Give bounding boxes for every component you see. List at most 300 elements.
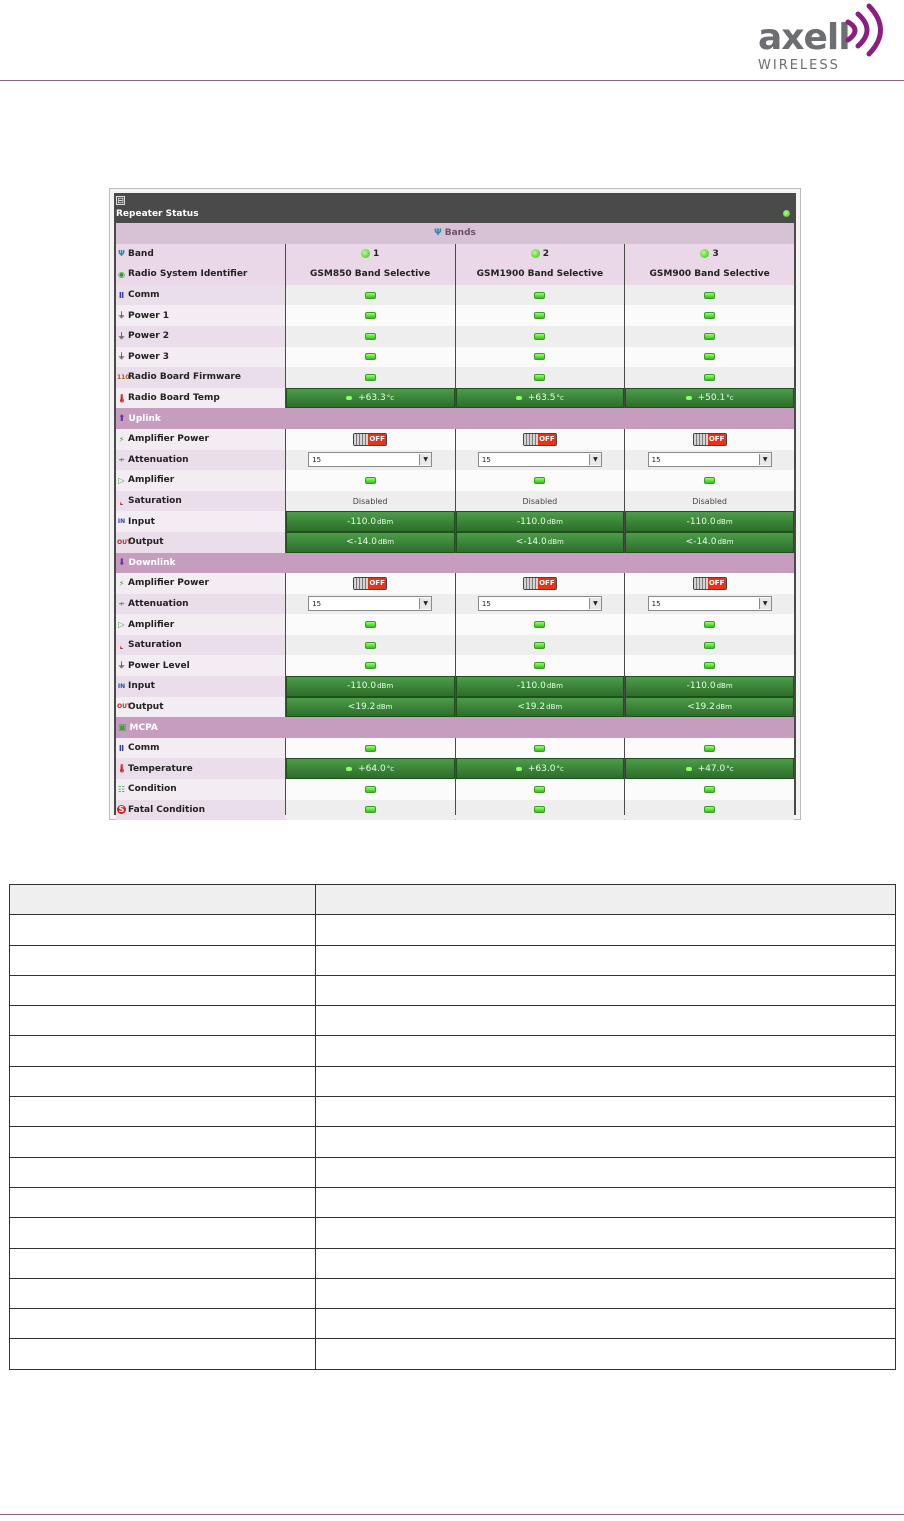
- label-text: Input: [128, 516, 155, 527]
- label-text: Saturation: [128, 640, 182, 651]
- row-label: [116, 305, 285, 326]
- ul-input-row: [116, 511, 794, 532]
- amp-power-toggle[interactable]: [353, 433, 387, 446]
- meter-value: +63.3: [358, 393, 386, 404]
- uplink-section[interactable]: [116, 408, 794, 429]
- status-led-icon: [365, 292, 376, 299]
- label-text: Radio Board Firmware: [128, 372, 241, 383]
- attenuation-icon: ≁: [118, 599, 125, 609]
- table-cell: [316, 1127, 896, 1157]
- table-cell: [316, 1248, 896, 1278]
- meter-led-icon: [346, 396, 352, 400]
- table-cell: [10, 1218, 316, 1248]
- mcpa-condition-row: [116, 779, 794, 800]
- status-cell: [625, 779, 794, 800]
- section-label: [116, 717, 158, 738]
- status-cell: [456, 614, 625, 635]
- attenuation-select[interactable]: [308, 596, 432, 611]
- input-meter: [286, 676, 455, 697]
- power-plug-icon: ⏚: [117, 311, 126, 321]
- ul-amplifier-row: [116, 470, 794, 491]
- status-cell: [625, 285, 794, 306]
- status-led-icon: [704, 745, 715, 752]
- table-row: [10, 945, 896, 975]
- meter-unit: dBm: [377, 517, 394, 526]
- status-led-icon: [534, 333, 545, 340]
- attenuation-select[interactable]: [648, 596, 772, 611]
- table-cell: [316, 975, 896, 1005]
- meter-unit: dBm: [377, 682, 394, 691]
- mcpa-fatal-row: [116, 800, 794, 821]
- meter-value: -110.0: [347, 681, 377, 692]
- band-led-icon: [361, 249, 370, 258]
- meter-value: +50.1: [697, 393, 726, 404]
- status-led-icon: [534, 786, 545, 793]
- row-label: [116, 676, 285, 697]
- status-cell: [456, 779, 625, 800]
- meter-value: -110.0: [516, 516, 546, 527]
- input-icon: IN: [117, 518, 126, 526]
- label-text: Output: [128, 701, 164, 712]
- select-cell: [625, 450, 794, 471]
- status-led-icon: [365, 621, 376, 628]
- meter-unit: dBm: [716, 517, 733, 526]
- status-cell: [625, 635, 794, 656]
- status-led-icon: [704, 662, 715, 669]
- select-cell: [456, 450, 625, 471]
- dl-attenuation-row: [116, 594, 794, 615]
- attenuation-select[interactable]: [648, 452, 772, 467]
- amp-power-toggle[interactable]: [693, 577, 727, 590]
- amp-power-toggle[interactable]: [523, 577, 557, 590]
- rsi-cell: GSM850 Band Selective: [286, 264, 455, 285]
- select-cell: [286, 450, 455, 471]
- status-cell: [625, 738, 794, 759]
- status-cell: [456, 470, 625, 491]
- amp-power-toggle[interactable]: [523, 433, 557, 446]
- band-cell: [456, 244, 625, 265]
- saturation-cell: Disabled: [286, 491, 455, 512]
- repeater-status-panel: [114, 193, 796, 815]
- comm-row: [116, 285, 794, 306]
- status-led-icon: [534, 642, 545, 649]
- meter-value: -110.0: [686, 681, 716, 692]
- row-label: [116, 635, 285, 656]
- meter-unit: dBm: [717, 538, 734, 547]
- section-title: Downlink: [128, 557, 176, 568]
- meter-led-icon: [346, 767, 352, 771]
- row-label: [116, 470, 285, 491]
- status-cell: [625, 367, 794, 388]
- amplifier-icon: ▷: [118, 475, 125, 485]
- band-cell: [625, 244, 794, 265]
- status-cell: [625, 305, 794, 326]
- mcpa-icon: ▣: [118, 722, 127, 733]
- meter-unit: dBm: [715, 702, 732, 711]
- label-text: Power Level: [128, 660, 190, 671]
- meter-unit: °c: [556, 764, 564, 773]
- status-cell: [286, 635, 455, 656]
- status-led-icon: [704, 477, 715, 484]
- table-cell: [316, 1066, 896, 1096]
- repeater-status-screenshot: [109, 188, 801, 820]
- output-icon: OUT: [117, 703, 132, 711]
- table-row: [10, 1097, 896, 1127]
- status-led-icon: [534, 353, 545, 360]
- toggle-grip: [354, 578, 368, 589]
- output-meter: [456, 697, 625, 718]
- row-label: [116, 285, 285, 306]
- collapse-icon[interactable]: ⊟: [117, 196, 124, 205]
- logo-chevrons-icon: [842, 2, 898, 58]
- attenuation-icon: ≁: [118, 455, 125, 465]
- meter-led-icon: [516, 767, 522, 771]
- band-row: [116, 244, 794, 265]
- meter-unit: °c: [386, 764, 395, 773]
- meter-unit: dBm: [546, 682, 563, 691]
- amplifier-power-icon: ⚡: [118, 434, 125, 444]
- row-label: [116, 655, 285, 676]
- status-led-icon: [534, 621, 545, 628]
- saturation-icon: ⌞: [119, 640, 124, 650]
- meter-unit: dBm: [547, 538, 564, 547]
- toggle-cell: [625, 429, 794, 450]
- table-cell: [10, 1339, 316, 1369]
- meter-value: +47.0: [697, 763, 726, 774]
- table-cell: [10, 1097, 316, 1127]
- radio-board-temp-row: [116, 388, 794, 409]
- temp-meter: [456, 758, 625, 779]
- status-cell: [456, 800, 625, 821]
- section-title: Uplink: [128, 413, 161, 424]
- uplink-arrow-icon: ⬆: [118, 413, 126, 424]
- toggle-grip: [694, 578, 708, 589]
- status-cell: [286, 779, 455, 800]
- table-row: [10, 1157, 896, 1187]
- status-cell: [625, 655, 794, 676]
- temp-meter: [286, 758, 455, 779]
- row-label: [116, 697, 285, 718]
- bands-label: Bands: [444, 228, 476, 239]
- ul-output-row: [116, 532, 794, 553]
- meter-unit: dBm: [546, 517, 563, 526]
- amp-power-toggle[interactable]: [353, 577, 387, 590]
- amp-power-toggle[interactable]: [693, 433, 727, 446]
- status-led-icon: [365, 333, 376, 340]
- table-row: [10, 1248, 896, 1278]
- table-cell: [316, 1339, 896, 1369]
- firmware-icon: 110: [117, 373, 130, 381]
- status-led-icon: [365, 477, 376, 484]
- downlink-section[interactable]: [116, 553, 794, 574]
- status-led-icon: [704, 374, 715, 381]
- meter-unit: °c: [726, 394, 734, 403]
- row-label: [116, 779, 285, 800]
- toggle-cell: [286, 573, 455, 594]
- status-cell: [286, 347, 455, 368]
- temp-meter: [625, 388, 794, 409]
- toggle-cell: [286, 429, 455, 450]
- status-cell: [286, 367, 455, 388]
- toggle-state: OFF: [708, 578, 725, 587]
- status-led-icon: [704, 642, 715, 649]
- ul-amp-power-row: [116, 429, 794, 450]
- panel-header: [114, 193, 796, 223]
- dropdown-arrow-icon[interactable]: ▼: [419, 454, 431, 465]
- row-label: [116, 367, 285, 388]
- band-cell: [286, 244, 455, 265]
- meter-value: <19.2: [687, 701, 715, 712]
- power-plug-icon: ⏚: [117, 661, 126, 671]
- label-text: Amplifier: [128, 619, 175, 630]
- input-meter: [456, 511, 625, 532]
- label-text: Power 1: [128, 310, 170, 321]
- table-row: [10, 1187, 896, 1217]
- downlink-arrow-icon: ⬇: [118, 557, 126, 568]
- status-cell: [286, 470, 455, 491]
- row-label: [116, 511, 285, 532]
- power3-row: [116, 347, 794, 368]
- antenna-icon: Ψ: [118, 249, 125, 259]
- footer-divider: [0, 1514, 904, 1515]
- firmware-row: [116, 367, 794, 388]
- antenna-icon: Ψ: [434, 228, 442, 239]
- meter-value: <-14.0: [515, 537, 547, 548]
- label-text: Comm: [128, 290, 160, 301]
- meter-value: <19.2: [347, 701, 376, 712]
- output-meter: [286, 697, 455, 718]
- amplifier-power-icon: ⚡: [118, 578, 125, 588]
- select-value: 15: [312, 455, 322, 464]
- dropdown-arrow-icon[interactable]: ▼: [419, 598, 431, 609]
- status-cell: [286, 655, 455, 676]
- band-led-icon: [531, 249, 540, 258]
- status-led-icon: [365, 786, 376, 793]
- table-cell: [10, 915, 316, 945]
- comm-icon: Ⅱ: [118, 743, 125, 753]
- row-label: [116, 491, 285, 512]
- rsi-cell: GSM1900 Band Selective: [456, 264, 625, 285]
- row-label: [116, 450, 285, 471]
- meter-unit: dBm: [378, 538, 395, 547]
- status-led-icon: [534, 745, 545, 752]
- status-cell: [456, 347, 625, 368]
- label-text: Comm: [128, 743, 160, 754]
- meter-unit: dBm: [546, 702, 563, 711]
- label-text: Fatal Condition: [128, 804, 205, 815]
- input-meter: [456, 676, 625, 697]
- status-cell: [286, 285, 455, 306]
- label-text: Radio Board Temp: [128, 393, 220, 404]
- toggle-state: OFF: [539, 578, 555, 587]
- select-cell: [456, 594, 625, 615]
- output-meter: [456, 532, 625, 553]
- table-header-row: [10, 885, 896, 915]
- select-cell: [625, 594, 794, 615]
- table-row: [10, 1218, 896, 1248]
- dropdown-arrow-icon[interactable]: ▼: [759, 598, 771, 609]
- attenuation-select[interactable]: [308, 452, 432, 467]
- status-led-icon: [704, 333, 715, 340]
- label-text: Attenuation: [128, 598, 189, 609]
- meter-value: +63.0: [527, 763, 556, 774]
- description-table: [9, 884, 896, 1370]
- table-cell: [10, 1066, 316, 1096]
- status-led-icon: [365, 806, 376, 813]
- rsi-cell: GSM900 Band Selective: [625, 264, 794, 285]
- row-label: [116, 532, 285, 553]
- table-cell: [316, 1218, 896, 1248]
- meter-value: <-14.0: [346, 537, 377, 548]
- status-cell: [625, 326, 794, 347]
- table-row: [10, 1339, 896, 1369]
- table-cell: [316, 1309, 896, 1339]
- toggle-grip: [694, 434, 708, 445]
- label-text: Condition: [128, 784, 177, 795]
- label-text: Radio System Identifier: [128, 269, 248, 280]
- panel-title: Repeater Status: [116, 209, 199, 219]
- row-label: [116, 347, 285, 368]
- saturation-cell: Disabled: [456, 491, 625, 512]
- thermometer-icon: 🌡︎: [117, 764, 128, 774]
- table-row: [10, 1036, 896, 1066]
- rsi-row: [116, 264, 794, 285]
- logo-subtitle: WIRELESS: [758, 58, 840, 73]
- condition-list-icon: ☷: [117, 784, 126, 794]
- table-row: [10, 1309, 896, 1339]
- power-plug-icon: ⏚: [117, 352, 126, 362]
- status-cell: [625, 347, 794, 368]
- status-cell: [456, 635, 625, 656]
- status-led-icon: [534, 374, 545, 381]
- thermometer-icon: 🌡︎: [117, 393, 128, 403]
- table-row: [10, 1278, 896, 1308]
- band-number: 2: [542, 248, 549, 259]
- dl-output-row: [116, 697, 794, 718]
- table-cell: [316, 1157, 896, 1187]
- row-label: [116, 614, 285, 635]
- status-cell: [286, 738, 455, 759]
- table-cell: [10, 1278, 316, 1308]
- status-led-icon: [704, 786, 715, 793]
- label-text: Temperature: [128, 763, 193, 774]
- table-cell: [10, 945, 316, 975]
- ul-attenuation-row: [116, 450, 794, 471]
- mcpa-section[interactable]: [116, 717, 794, 738]
- dropdown-arrow-icon[interactable]: ▼: [759, 454, 771, 465]
- toggle-cell: [625, 573, 794, 594]
- table-cell: [10, 1006, 316, 1036]
- status-cell: [286, 614, 455, 635]
- meter-unit: °c: [556, 394, 564, 403]
- status-led-icon: [365, 745, 376, 752]
- meter-value: <19.2: [517, 701, 546, 712]
- input-meter: [286, 511, 455, 532]
- table-cell: [316, 945, 896, 975]
- label-text: Input: [128, 681, 155, 692]
- status-cell: [456, 326, 625, 347]
- status-led-icon: [704, 621, 715, 628]
- table-cell: [10, 975, 316, 1005]
- status-grid: [116, 223, 794, 820]
- input-meter: [625, 511, 794, 532]
- dropdown-arrow-icon[interactable]: ▼: [589, 454, 601, 465]
- label-text: Power 3: [128, 351, 170, 362]
- attenuation-select[interactable]: [478, 596, 602, 611]
- table-cell: [10, 1187, 316, 1217]
- temp-meter: [625, 758, 794, 779]
- select-value: 15: [481, 599, 491, 608]
- table-cell: [10, 1157, 316, 1187]
- status-cell: [456, 285, 625, 306]
- table-cell: [316, 1187, 896, 1217]
- mcpa-comm-row: [116, 738, 794, 759]
- row-label: [116, 594, 285, 615]
- meter-unit: °c: [386, 394, 395, 403]
- toggle-state: OFF: [708, 434, 725, 443]
- input-meter: [625, 676, 794, 697]
- power2-row: [116, 326, 794, 347]
- status-cell: [456, 305, 625, 326]
- status-led-icon: [534, 477, 545, 484]
- dl-amplifier-row: [116, 614, 794, 635]
- input-icon: IN: [117, 682, 126, 690]
- section-label: [116, 553, 176, 574]
- power1-row: [116, 305, 794, 326]
- toggle-state: OFF: [369, 578, 385, 587]
- table-cell: [10, 1248, 316, 1278]
- table-row: [10, 975, 896, 1005]
- row-label: [116, 758, 285, 779]
- section-label: [116, 408, 161, 429]
- meter-value: +63.5: [527, 393, 556, 404]
- status-led-icon: [704, 312, 715, 319]
- status-cell: [625, 800, 794, 821]
- output-meter: [625, 532, 794, 553]
- band-number: 1: [372, 248, 380, 259]
- status-led-icon: [365, 642, 376, 649]
- status-cell: [625, 614, 794, 635]
- band-led-icon: [700, 249, 709, 258]
- output-icon: OUT: [117, 538, 132, 546]
- output-meter: [625, 697, 794, 718]
- label-text: Output: [128, 537, 164, 548]
- label-text: Saturation: [128, 496, 182, 507]
- status-cell: [286, 326, 455, 347]
- toggle-cell: [456, 429, 625, 450]
- select-value: 15: [481, 455, 491, 464]
- attenuation-select[interactable]: [478, 452, 602, 467]
- status-cell: [456, 655, 625, 676]
- dropdown-arrow-icon[interactable]: ▼: [589, 598, 601, 609]
- table-cell: [316, 1006, 896, 1036]
- meter-led-icon: [686, 767, 692, 771]
- status-led-icon: [365, 374, 376, 381]
- band-number: 3: [712, 248, 719, 259]
- meter-value: -110.0: [347, 516, 377, 527]
- label-text: Amplifier: [128, 475, 175, 486]
- select-value: 15: [651, 455, 661, 464]
- comm-icon: Ⅱ: [118, 290, 125, 300]
- meter-unit: dBm: [716, 682, 733, 691]
- toggle-state: OFF: [369, 434, 385, 443]
- mcpa-temperature-row: [116, 758, 794, 779]
- label-text: Band: [128, 248, 154, 259]
- bands-header: [116, 223, 794, 244]
- fatal-stop-icon: S: [118, 805, 125, 815]
- radio-signal-icon: ◉: [118, 269, 125, 279]
- status-led-icon: [365, 312, 376, 319]
